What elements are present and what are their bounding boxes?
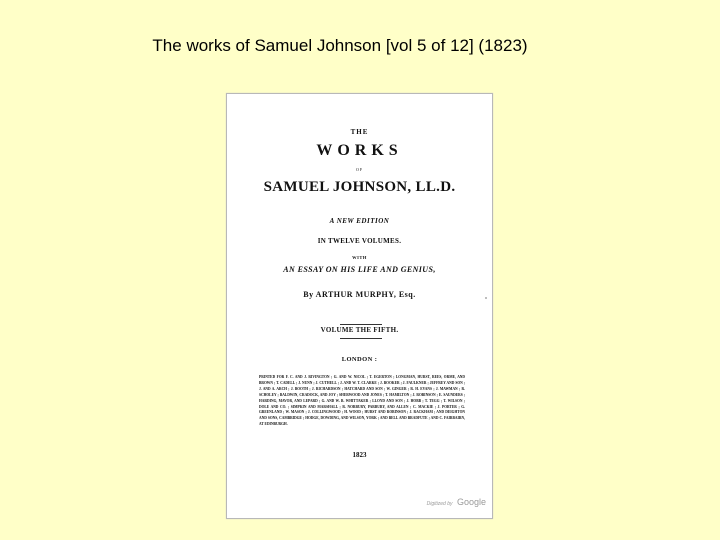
by-line: By ARTHUR MURPHY, Esq.: [303, 290, 416, 299]
edition-line: A NEW EDITION: [329, 217, 390, 225]
slide-title: The works of Samuel Johnson [vol 5 of 12] (1823): [152, 36, 528, 55]
digitized-watermark: [427, 492, 486, 510]
watermark-brand: Google: [456, 497, 486, 507]
rule-divider: [340, 324, 382, 325]
imprint-place: LONDON :: [341, 356, 378, 363]
volume-line: VOLUME THE FIFTH.: [320, 326, 399, 334]
title-the: THE: [350, 128, 369, 136]
scan-speck: [485, 297, 487, 299]
title-works: WORKS: [316, 142, 403, 159]
watermark-prefix: Digitized by: [426, 501, 453, 507]
volumes-line: IN TWELVE VOLUMES.: [317, 237, 402, 245]
imprint-year: 1823: [352, 451, 367, 459]
title-page-scan: [226, 93, 493, 519]
title-of: OF: [355, 167, 364, 172]
with-line: WITH: [352, 255, 367, 260]
essay-line: AN ESSAY ON HIS LIFE AND GENIUS,: [283, 265, 436, 274]
printers-list: PRINTED FOR F. C. AND J. RIVINGTON ; G. AND W. NICOL ; T. EGERTON ; LONGMAN, HURST, REES, ORME, AND BROWN ; T. CADELL ; J. NUNN ; J. CUTHELL ; J. AND W. T. CLARKE ; J. BOOKER ; J. FAULKNER ; JEFFREY AND SON ; J. AND A. ARCH ; J. BOOTH ; J. RICHARDSON ; HATCHARD AND SON ; W. GINGER ; R. H. EVANS ; J. MAWMAN ; R. SCHOLEY ; BALDWIN, CRADOCK, AND JOY ; SHERWOOD AND JONES ; T. HAMILTON ; J. ROBINSON ; E. SAUNDERS ; HARDING, MAVOR, AND LEPARD ; G. AND W. B. WHITTAKER ; LLOYD AND SON ; J. HOBB ; T. TEGG ; T. WILSON ; DOLE AND CO. ; SIMPKIN AND MARSHALL ; R. NORBURY, PARBURY, AND ALLEN ; C. MACKIE ; J. PORTER ; G. GREENLAND ; W. MASON ; J. COLLINGWOOD ; H. WOOD ; HURST AND ROBINSON ; J. RACKHAM ; AND DEIGHTON AND SONS, CAMBRIDGE ; HODGE, DOWDING, AND WILSON, YORK ; AND BELL AND BRADFUTE ; AND C. FAIRBAIRN, AT EDINBURGH.: [259, 375, 465, 427]
title-author: SAMUEL JOHNSON, LL.D.: [263, 179, 456, 195]
rule-divider: [340, 338, 382, 339]
